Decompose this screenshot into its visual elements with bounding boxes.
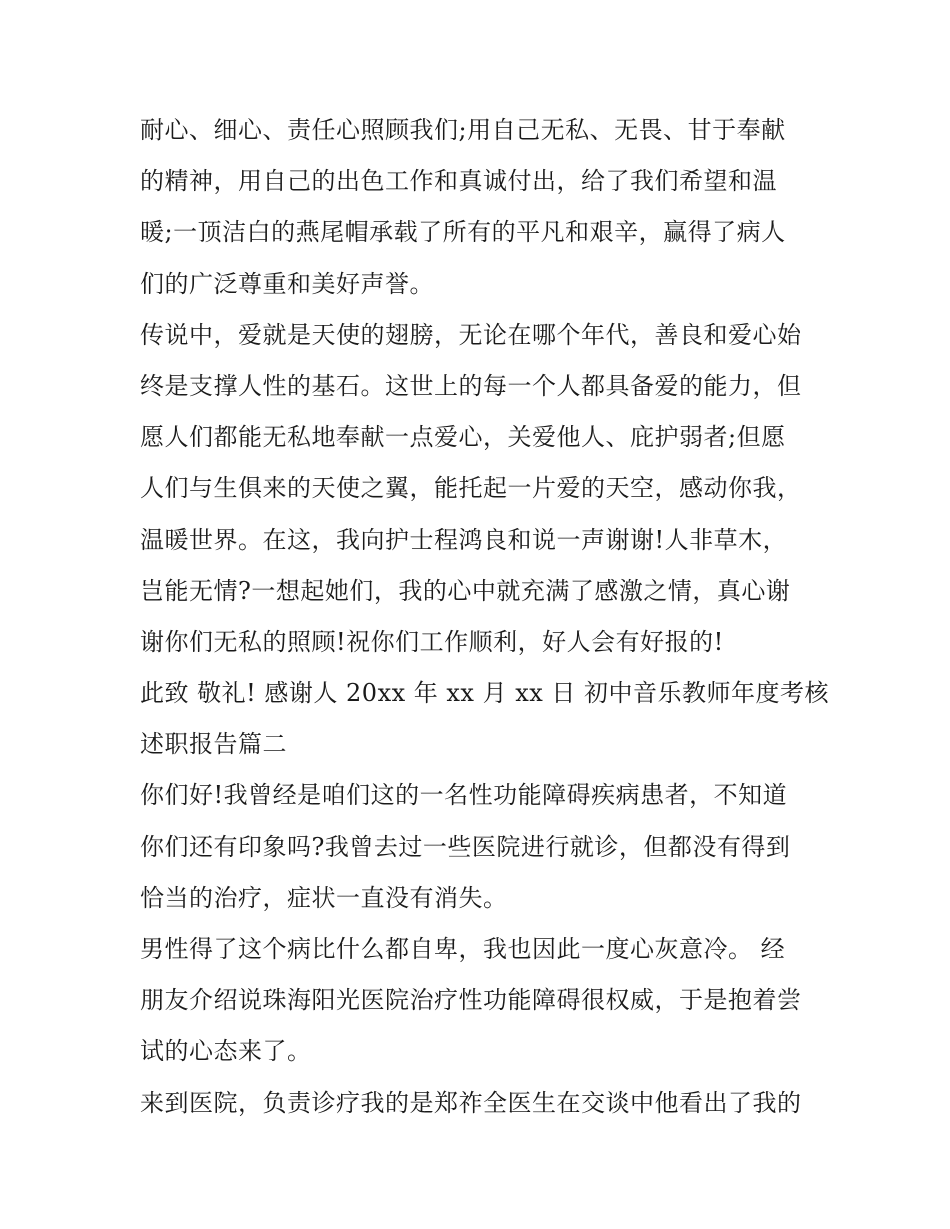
text-line: 男性得了这个病比什么都自卑，我也因此一度心灰意冷。 经 [140,935,786,963]
text-line: 试的心态来了。 [140,1037,312,1066]
text-line: 的精神，用自己的出色工作和真诚付出，给了我们希望和温 [140,167,777,196]
text-line: 你们好!我曾经是咱们这的一名性功能障碍疾病患者，不知道 [140,781,788,810]
text-line: 恰当的治疗，症状一直没有消失。 [140,883,508,912]
text-line: 耐心、细心、责任心照顾我们;用自己无私、无畏、甘于奉献 [140,116,786,144]
text-line: 传说中，爱就是天使的翅膀，无论在哪个年代，善良和爱心始 [140,320,802,349]
text-line: 此致 敬礼! 感谢人 20xx 年 xx 月 xx 日 初中音乐教师年度考核 [140,679,830,708]
text-line: 愿人们都能无私地奉献一点爱心，关爱他人、庇护弱者;但愿 [140,423,786,452]
text-line: 人们与生俱来的天使之翼，能托起一片爱的天空，感动你我， [140,474,802,503]
text-line: 岂能无情?一想起她们，我的心中就充满了感激之情，真心谢 [140,576,791,605]
text-line: 朋友介绍说珠海阳光医院治疗性功能障碍很权威，于是抱着尝 [140,986,802,1015]
text-line: 终是支撑人性的基石。这世上的每一个人都具备爱的能力，但 [140,371,802,400]
text-line: 谢你们无私的照顾!祝你们工作顺利，好人会有好报的! [140,627,724,656]
text-line: 暖;一顶洁白的燕尾帽承载了所有的平凡和艰辛，赢得了病人 [140,218,786,247]
text-line: 温暖世界。在这，我向护士程鸿良和说一声谢谢!人非草木， [140,525,788,554]
text-line: 来到医院，负责诊疗我的是郑祚全医生在交谈中他看出了我的 [140,1088,802,1117]
text-line: 述职报告篇二 [140,730,287,759]
text-line: 你们还有印象吗?我曾去过一些医院进行就诊，但都没有得到 [140,832,791,861]
document-body [140,105,830,1129]
text-line: 们的广泛尊重和美好声誉。 [140,269,434,298]
